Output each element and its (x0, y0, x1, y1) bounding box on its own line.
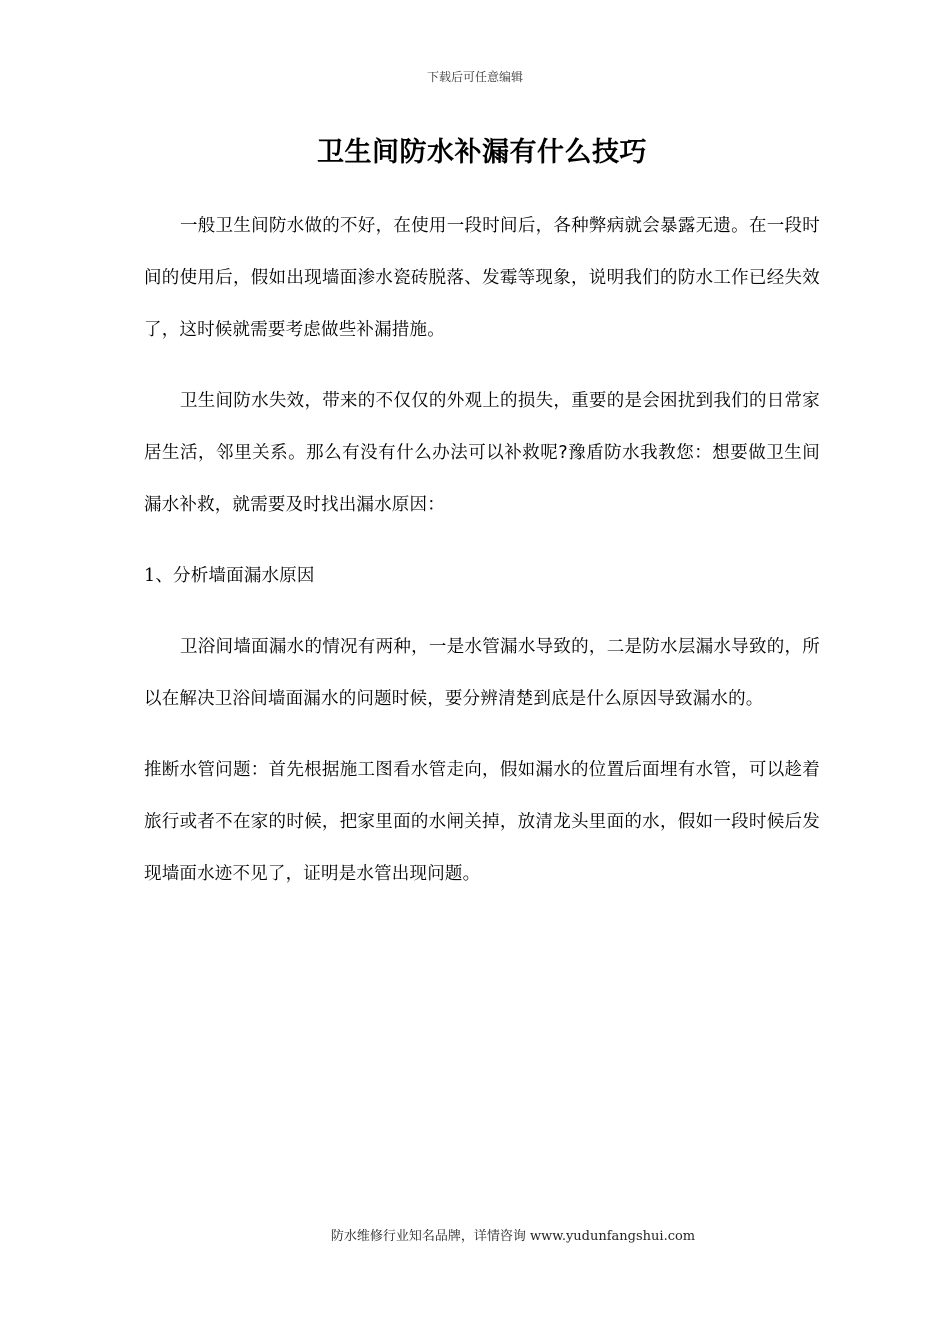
paragraph-pipe-diagnosis: 推断水管问题：首先根据施工图看水管走向，假如漏水的位置后面埋有水管，可以趁着旅行或者不在家的时候，把家里面的水闸关掉，放清龙头里面的水，假如一段时候后发现墙面水迹不见了，证明是水管出现问题。 (144, 760, 820, 884)
paragraph-consequence: 卫生间防水失效，带来的不仅仅的外观上的损失，重要的是会困扰到我们的日常家居生活，邻里关系。那么有没有什么办法可以补救呢?豫盾防水我教您：想要做卫生间漏水补救，就需要及时找出漏水原因： (144, 391, 820, 515)
page-footer-note: 防水维修行业知名品牌，详情咨询 www.yudunfangshui.com (330, 1229, 696, 1244)
page-header-note: 下载后可任意编辑 (426, 70, 523, 84)
document-title: 卫生间防水补漏有什么技巧 (317, 137, 647, 168)
document-body (144, 200, 820, 919)
paragraph-intro: 一般卫生间防水做的不好，在使用一段时间后，各种弊病就会暴露无遗。在一段时间的使用后，假如出现墙面渗水瓷砖脱落、发霉等现象，说明我们的防水工作已经失效了，这时候就需要考虑做些补漏措施。 (144, 216, 820, 340)
section-heading-wall-leak: 1、分析墙面漏水原因 (144, 566, 315, 586)
paragraph-wall-leak-types: 卫浴间墙面漏水的情况有两种，一是水管漏水导致的，二是防水层漏水导致的，所以在解决卫浴间墙面漏水的问题时候，要分辨清楚到底是什么原因导致漏水的。 (144, 637, 820, 709)
